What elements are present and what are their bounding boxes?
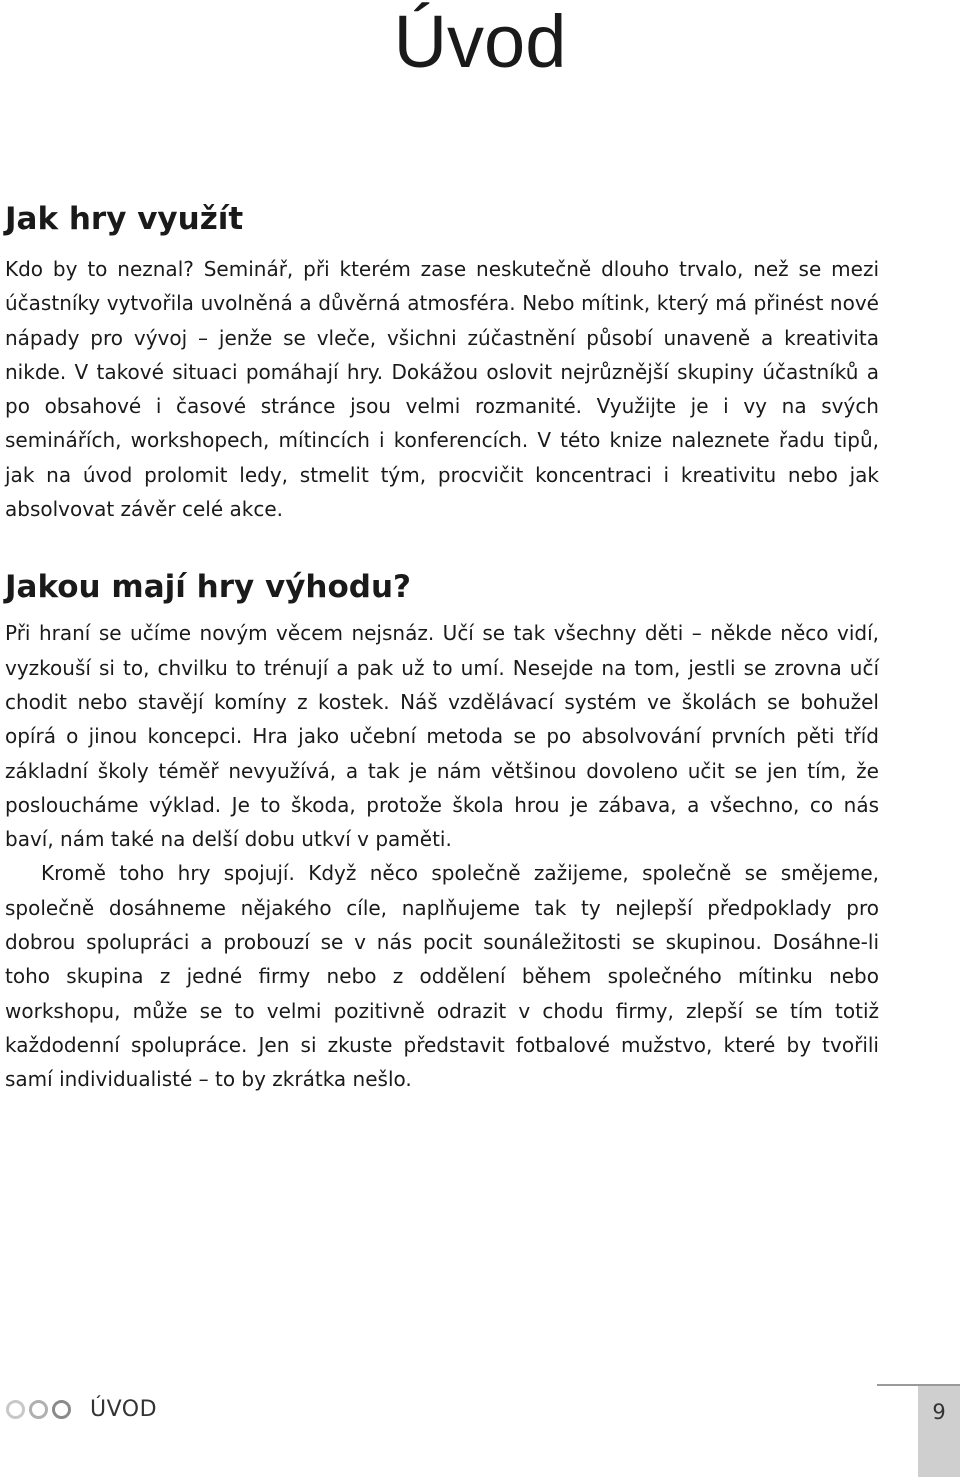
page-title: Úvod: [393, 0, 567, 83]
page-footer: [0, 1390, 960, 1477]
section-spacer: [5, 526, 879, 560]
section-heading-jak-hry-vyuzit: Jak hry využít: [5, 201, 244, 237]
main-content: [5, 192, 879, 1097]
paragraph: Kdo by to neznal? Seminář, při kterém zase neskutečně dlouho trvalo, než se mezi účastníky vytvořila uvolněná a důvěrná atmosféra. Nebo mítink, který má přinést nové nápady pro vývoj – jenže se vleče, všichni zúčastnění působí unaveně a kreativita nikde. V takové situaci pomáhají hry. Dokážou oslovit nejrůznější skupiny účastníků a po obsahové i časové stránce jsou velmi rozmanité. Využijte je i vy na svých seminářích, workshopech, mítincích i konferencích. V této knize naleznete řadu tipů, jak na úvod prolomit ledy, stmelit tým, procvičit koncentraci i kreativitu nebo jak absolvovat závěr celé akce.: [5, 257, 879, 522]
footer-circles-icon: [6, 1400, 71, 1419]
circle-icon: [52, 1400, 71, 1419]
circle-icon: [29, 1400, 48, 1419]
paragraph: Kromě toho hry spojují. Když něco společně zažijeme, společně se smějeme, společně dosáhneme nějakého cíle, naplňujeme tak ty nejlepší předpoklady pro dobrou spolupráci a probouzí se v nás pocit sounáležitosti se skupinou. Dosáhne-li toho skupina z jedné firmy nebo z oddělení během společného mítinku nebo workshopu, může se to velmi pozitivně odrazit v chodu firmy, zlepší se tím totiž každodenní spolupráce. Jen si zkuste představit fotbalové mužstvo, které by tvořili samí individualisté – to by zkrátka nešlo.: [5, 861, 879, 1092]
paragraph: Při hraní se učíme novým věcem nejsnáz. Učí se tak všechny děti – někde něco vidí, vyzkouší si to, chvilku to trénují a pak už to umí. Nesejde na tom, jestli se zrovna učí chodit nebo stavějí komíny z kostek. Náš vzdělávací systém ve školách se bohužel opírá o jinou koncepci. Hra jako učební metoda se po absolvování prvních pěti tříd základní školy téměř nevyužívá, a tak je nám většinou dovoleno učit se jen tím, že posloucháme výklad. Je to škoda, protože škola hrou je zábava, a všechno, co nás baví, nám také na delší dobu utkví v paměti.: [5, 621, 879, 852]
page-number: 9: [932, 1400, 946, 1424]
footer-section-label: ÚVOD: [90, 1397, 158, 1422]
circle-icon: [6, 1400, 25, 1419]
section-heading-jakou-maji-hry-vyhodu: Jakou mají hry výhodu?: [5, 569, 412, 606]
